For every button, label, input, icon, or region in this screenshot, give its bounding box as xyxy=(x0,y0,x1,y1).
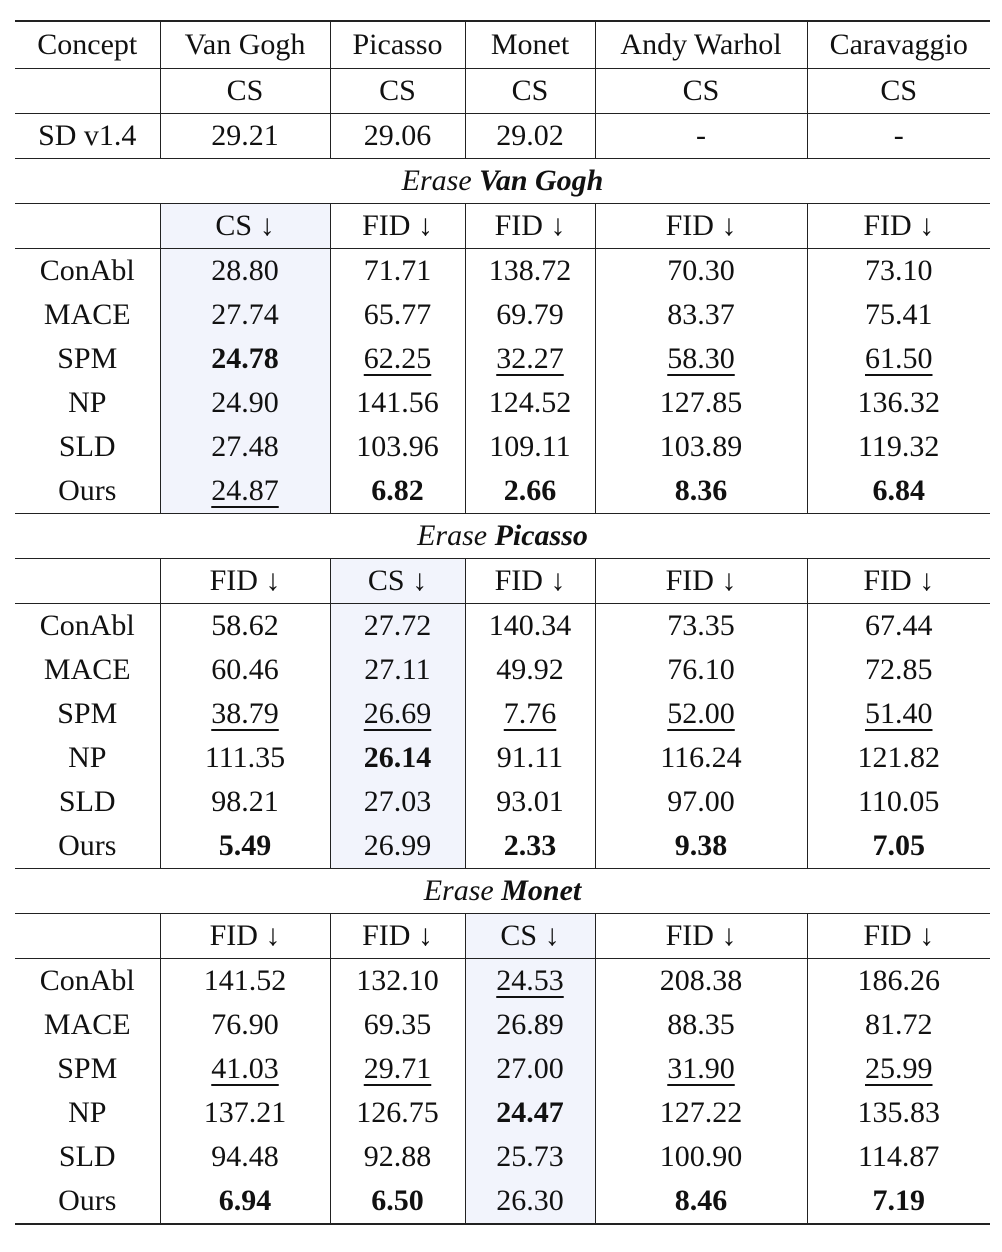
method-name: MACE xyxy=(43,653,131,686)
result-value: 8.36 xyxy=(674,474,728,507)
result-cell xyxy=(465,648,595,692)
result-cell xyxy=(465,381,595,425)
result-cell xyxy=(807,1091,990,1135)
result-cell xyxy=(807,780,990,824)
result-cell xyxy=(595,293,807,337)
method-name: ConAbl xyxy=(39,609,135,642)
result-value: 119.32 xyxy=(858,430,940,463)
result-value: 114.87 xyxy=(858,1140,940,1173)
result-cell xyxy=(807,692,990,736)
result-value: 6.82 xyxy=(371,474,424,507)
result-value: 94.48 xyxy=(211,1140,279,1173)
section-metric-header: FID ↓ xyxy=(330,914,465,959)
result-value: 49.92 xyxy=(496,653,564,686)
method-name: Ours xyxy=(15,469,160,514)
result-cell xyxy=(160,1091,330,1135)
section-target-name: Van Gogh xyxy=(479,164,604,197)
method-row xyxy=(15,293,990,337)
baseline-value: 29.02 xyxy=(465,114,595,159)
result-value: 75.41 xyxy=(865,298,933,331)
result-cell xyxy=(465,293,595,337)
method-row xyxy=(15,736,990,780)
result-cell xyxy=(330,381,465,425)
result-value: 7.76 xyxy=(503,697,557,730)
result-value: 137.21 xyxy=(203,1096,287,1129)
result-cell xyxy=(160,381,330,425)
result-cell xyxy=(465,425,595,469)
section-metric-empty xyxy=(15,204,160,249)
result-value: 27.00 xyxy=(496,1052,564,1085)
result-value: 27.03 xyxy=(363,785,432,818)
result-cell xyxy=(330,1179,465,1224)
result-value: 62.25 xyxy=(363,342,432,375)
result-cell xyxy=(160,293,330,337)
artist-header: Monet xyxy=(465,21,595,69)
method-name: ConAbl xyxy=(39,254,135,287)
result-cell xyxy=(465,604,595,649)
result-value: 26.30 xyxy=(496,1184,564,1217)
method-name: SPM xyxy=(57,342,118,375)
results-table-container xyxy=(15,20,990,1225)
result-value: 127.85 xyxy=(659,386,743,419)
result-cell xyxy=(160,1003,330,1047)
result-value: 69.35 xyxy=(363,1008,432,1041)
result-value: 67.44 xyxy=(865,609,933,642)
result-value: 7.19 xyxy=(872,1184,925,1217)
section-metric-header: FID ↓ xyxy=(595,204,807,249)
result-cell xyxy=(595,337,807,381)
result-value: 141.52 xyxy=(203,964,287,997)
method-name: NP xyxy=(68,1096,107,1129)
method-name: NP xyxy=(68,741,107,774)
result-cell xyxy=(807,959,990,1004)
result-cell xyxy=(160,1135,330,1179)
section-metric-header: FID ↓ xyxy=(807,914,990,959)
result-cell xyxy=(595,1091,807,1135)
result-value: 72.85 xyxy=(865,653,933,686)
result-cell xyxy=(465,1047,595,1091)
result-value: 71.71 xyxy=(363,254,432,287)
table-body xyxy=(15,21,990,1224)
section-metric-empty xyxy=(15,914,160,959)
result-cell xyxy=(465,337,595,381)
result-value: 135.83 xyxy=(857,1096,940,1129)
result-cell xyxy=(807,337,990,381)
concept-erasure-results-table xyxy=(15,20,990,1225)
result-cell xyxy=(595,780,807,824)
section-metric-header: FID ↓ xyxy=(807,559,990,604)
result-cell xyxy=(465,780,595,824)
result-cell xyxy=(595,1047,807,1091)
result-value: 27.11 xyxy=(364,653,431,686)
result-cell xyxy=(330,1003,465,1047)
result-cell xyxy=(807,1135,990,1179)
result-cell xyxy=(595,736,807,780)
result-value: 100.90 xyxy=(659,1140,743,1173)
result-cell xyxy=(330,1091,465,1135)
result-cell xyxy=(160,1047,330,1091)
section-metric-header: FID ↓ xyxy=(160,559,330,604)
section-title xyxy=(15,159,990,204)
artist-header: Caravaggio xyxy=(807,21,990,69)
result-value: 2.33 xyxy=(503,829,557,862)
result-value: 97.00 xyxy=(667,785,735,818)
method-name: NP xyxy=(68,386,107,419)
result-cell xyxy=(160,648,330,692)
section-target-name: Monet xyxy=(501,874,582,907)
method-row xyxy=(15,1003,990,1047)
result-value: 98.21 xyxy=(211,785,279,818)
result-cell xyxy=(160,736,330,780)
result-value: 6.84 xyxy=(872,474,925,507)
method-row xyxy=(15,780,990,824)
method-row xyxy=(15,604,990,649)
result-cell xyxy=(807,736,990,780)
result-cell xyxy=(807,293,990,337)
method-row xyxy=(15,469,990,514)
section-title-row xyxy=(15,159,990,204)
concept-header: Concept xyxy=(15,21,160,69)
metric-header: CS xyxy=(330,69,465,114)
result-cell xyxy=(330,425,465,469)
result-cell xyxy=(807,381,990,425)
metric-row-empty xyxy=(15,69,160,114)
result-cell xyxy=(595,648,807,692)
result-value: 140.34 xyxy=(488,609,572,642)
result-cell xyxy=(465,249,595,294)
baseline-label: SD v1.4 xyxy=(15,114,160,159)
method-name: SLD xyxy=(58,785,116,818)
method-row xyxy=(15,959,990,1004)
result-cell xyxy=(595,425,807,469)
result-cell xyxy=(330,604,465,649)
section-erase-word: Erase xyxy=(417,519,488,552)
metric-header: CS xyxy=(595,69,807,114)
result-cell xyxy=(595,249,807,294)
result-value: 111.35 xyxy=(204,741,286,774)
result-cell xyxy=(465,1179,595,1224)
section-metric-header: CS ↓ xyxy=(160,204,330,249)
result-cell xyxy=(160,249,330,294)
result-cell xyxy=(807,1047,990,1091)
result-value: 38.79 xyxy=(211,697,279,730)
result-cell xyxy=(330,959,465,1004)
result-cell xyxy=(160,780,330,824)
result-value: 208.38 xyxy=(659,964,743,997)
artist-header: Andy Warhol xyxy=(595,21,807,69)
result-cell xyxy=(160,425,330,469)
result-value: 32.27 xyxy=(496,342,564,375)
result-cell xyxy=(595,604,807,649)
result-cell xyxy=(330,648,465,692)
result-cell xyxy=(595,824,807,869)
result-value: 116.24 xyxy=(660,741,742,774)
result-value: 25.99 xyxy=(865,1052,933,1085)
method-name: SPM xyxy=(57,697,118,730)
result-cell xyxy=(160,1179,330,1224)
method-name: SLD xyxy=(58,1140,116,1173)
result-value: 127.22 xyxy=(659,1096,743,1129)
result-cell xyxy=(807,824,990,869)
section-target-name: Picasso xyxy=(494,519,588,552)
result-cell xyxy=(160,692,330,736)
section-metric-header: FID ↓ xyxy=(330,204,465,249)
result-value: 27.48 xyxy=(211,430,279,463)
result-value: 73.35 xyxy=(667,609,735,642)
section-erase-word: Erase xyxy=(401,164,472,197)
result-cell xyxy=(160,604,330,649)
result-value: 58.62 xyxy=(211,609,279,642)
result-value: 26.99 xyxy=(363,829,432,862)
result-cell xyxy=(330,249,465,294)
result-value: 109.11 xyxy=(489,430,571,463)
result-value: 24.87 xyxy=(211,474,279,507)
result-cell xyxy=(160,469,330,514)
result-value: 26.89 xyxy=(496,1008,564,1041)
result-value: 61.50 xyxy=(865,342,933,375)
section-metric-empty xyxy=(15,559,160,604)
result-cell xyxy=(807,1179,990,1224)
result-value: 92.88 xyxy=(363,1140,432,1173)
method-name: ConAbl xyxy=(39,964,135,997)
result-value: 58.30 xyxy=(667,342,735,375)
result-cell xyxy=(465,824,595,869)
result-value: 65.77 xyxy=(363,298,432,331)
result-value: 138.72 xyxy=(488,254,572,287)
result-cell xyxy=(465,1003,595,1047)
result-cell xyxy=(807,249,990,294)
result-value: 24.47 xyxy=(496,1096,564,1129)
result-cell xyxy=(330,824,465,869)
result-value: 103.96 xyxy=(356,430,439,463)
result-cell xyxy=(595,1003,807,1047)
result-value: 136.32 xyxy=(857,386,940,419)
section-title xyxy=(15,869,990,914)
method-row xyxy=(15,1179,990,1224)
result-value: 69.79 xyxy=(496,298,564,331)
metric-header: CS xyxy=(807,69,990,114)
section-metric-header: FID ↓ xyxy=(595,559,807,604)
result-value: 24.53 xyxy=(496,964,564,997)
result-value: 83.37 xyxy=(667,298,735,331)
method-name: MACE xyxy=(43,298,131,331)
result-value: 24.78 xyxy=(211,342,279,375)
result-cell xyxy=(330,293,465,337)
result-value: 124.52 xyxy=(488,386,572,419)
section-title-row xyxy=(15,869,990,914)
artist-header: Picasso xyxy=(330,21,465,69)
result-value: 70.30 xyxy=(667,254,735,287)
baseline-value: - xyxy=(595,114,807,159)
method-row xyxy=(15,337,990,381)
section-metric-row xyxy=(15,559,990,604)
method-row xyxy=(15,249,990,294)
method-row xyxy=(15,1091,990,1135)
result-value: 51.40 xyxy=(865,697,933,730)
result-value: 24.90 xyxy=(211,386,279,419)
baseline-row xyxy=(15,114,990,159)
section-erase-word: Erase xyxy=(423,874,494,907)
result-cell xyxy=(807,425,990,469)
method-name: SPM xyxy=(57,1052,118,1085)
section-metric-header: FID ↓ xyxy=(465,559,595,604)
method-name: Ours xyxy=(15,824,160,869)
result-value: 27.74 xyxy=(211,298,279,331)
result-cell xyxy=(465,959,595,1004)
result-value: 76.90 xyxy=(211,1008,279,1041)
baseline-value: 29.06 xyxy=(330,114,465,159)
result-cell xyxy=(807,648,990,692)
result-value: 91.11 xyxy=(496,741,564,774)
result-value: 60.46 xyxy=(211,653,279,686)
method-name: Ours xyxy=(15,1179,160,1224)
method-row xyxy=(15,692,990,736)
result-value: 7.05 xyxy=(872,829,925,862)
result-value: 26.69 xyxy=(363,697,432,730)
artist-header: Van Gogh xyxy=(160,21,330,69)
section-metric-header: FID ↓ xyxy=(160,914,330,959)
result-cell xyxy=(330,1135,465,1179)
section-metric-header: CS ↓ xyxy=(465,914,595,959)
section-metric-header: FID ↓ xyxy=(595,914,807,959)
result-cell xyxy=(595,469,807,514)
result-value: 41.03 xyxy=(211,1052,279,1085)
result-cell xyxy=(807,469,990,514)
result-cell xyxy=(330,1047,465,1091)
result-value: 126.75 xyxy=(356,1096,439,1129)
result-cell xyxy=(160,337,330,381)
result-value: 88.35 xyxy=(667,1008,735,1041)
section-metric-header: FID ↓ xyxy=(465,204,595,249)
method-row xyxy=(15,1047,990,1091)
result-cell xyxy=(595,1135,807,1179)
result-value: 31.90 xyxy=(667,1052,735,1085)
metric-header: CS xyxy=(465,69,595,114)
result-value: 132.10 xyxy=(356,964,439,997)
metric-header-row xyxy=(15,69,990,114)
result-value: 73.10 xyxy=(865,254,933,287)
result-value: 76.10 xyxy=(667,653,735,686)
result-value: 93.01 xyxy=(496,785,564,818)
result-cell xyxy=(807,1003,990,1047)
result-cell xyxy=(330,692,465,736)
result-cell xyxy=(465,736,595,780)
method-name: SLD xyxy=(58,430,116,463)
result-value: 6.94 xyxy=(218,1184,272,1217)
method-name: MACE xyxy=(43,1008,131,1041)
method-row xyxy=(15,381,990,425)
result-value: 8.46 xyxy=(674,1184,728,1217)
section-metric-row xyxy=(15,204,990,249)
result-value: 29.71 xyxy=(363,1052,432,1085)
result-value: 2.66 xyxy=(503,474,557,507)
result-cell xyxy=(595,1179,807,1224)
result-cell xyxy=(465,469,595,514)
section-title-row xyxy=(15,514,990,559)
result-cell xyxy=(330,736,465,780)
method-row xyxy=(15,1135,990,1179)
method-row xyxy=(15,425,990,469)
result-value: 6.50 xyxy=(371,1184,424,1217)
result-value: 121.82 xyxy=(857,741,940,774)
section-title xyxy=(15,514,990,559)
method-row xyxy=(15,648,990,692)
result-value: 141.56 xyxy=(356,386,439,419)
section-metric-header: CS ↓ xyxy=(330,559,465,604)
result-value: 28.80 xyxy=(211,254,279,287)
result-cell xyxy=(330,780,465,824)
result-value: 9.38 xyxy=(674,829,728,862)
result-value: 52.00 xyxy=(667,697,735,730)
section-metric-row xyxy=(15,914,990,959)
method-row xyxy=(15,824,990,869)
result-value: 5.49 xyxy=(218,829,272,862)
section-metric-header: FID ↓ xyxy=(807,204,990,249)
result-value: 110.05 xyxy=(858,785,940,818)
result-cell xyxy=(465,692,595,736)
result-value: 186.26 xyxy=(857,964,940,997)
result-cell xyxy=(160,959,330,1004)
result-cell xyxy=(330,337,465,381)
artist-header-row xyxy=(15,21,990,69)
result-cell xyxy=(465,1135,595,1179)
baseline-value: - xyxy=(807,114,990,159)
result-value: 103.89 xyxy=(659,430,743,463)
baseline-value: 29.21 xyxy=(160,114,330,159)
result-cell xyxy=(465,1091,595,1135)
result-cell xyxy=(595,692,807,736)
result-value: 25.73 xyxy=(496,1140,564,1173)
result-value: 27.72 xyxy=(363,609,432,642)
result-cell xyxy=(160,824,330,869)
result-cell xyxy=(330,469,465,514)
result-value: 81.72 xyxy=(865,1008,933,1041)
result-cell xyxy=(807,604,990,649)
metric-header: CS xyxy=(160,69,330,114)
result-cell xyxy=(595,959,807,1004)
result-cell xyxy=(595,381,807,425)
result-value: 26.14 xyxy=(363,741,432,774)
